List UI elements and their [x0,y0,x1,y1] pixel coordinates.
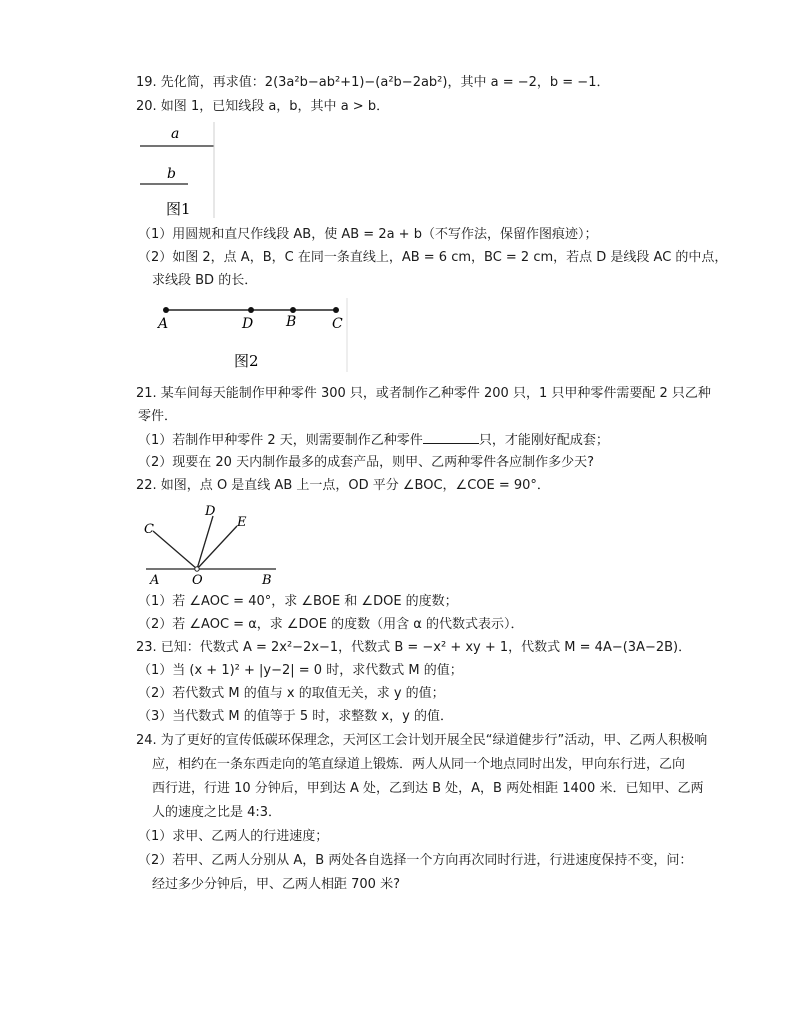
q20-part1: （1）用圆规和直尺作线段 AB，使 AB = 2a + b（不写作法，保留作图痕迹）； [138,227,598,242]
point-d [248,307,254,313]
q20-part2-line2: 求线段 BD 的长． [152,273,258,288]
point-o [195,567,199,571]
q21-part1-before: （1）若制作甲种零件 2 天，则需要制作乙种零件 [138,433,423,448]
q22-part1: （1）若 ∠AOC = 40°，求 ∠BOE 和 ∠DOE 的度数； [138,594,458,609]
label-c: C [144,522,154,537]
label-e: E [237,515,247,530]
q21-line1: 21. 某车间每天能制作甲种零件 300 只，或者制作乙种零件 200 只，1 只甲种零件需要配 2 只乙种 [136,386,711,401]
q24-line4: 人的速度之比是 4:3． [152,805,282,820]
fig2-caption: 图2 [234,352,259,370]
q21-line2: 零件． [138,409,178,424]
figure-2 [150,298,350,372]
point-c [333,307,339,313]
fig1-label-a: a [171,126,180,142]
label-b: B [262,573,272,588]
figure-angles [140,500,280,590]
figure-1 [138,122,218,222]
label-d: D [242,316,254,332]
label-a: A [158,316,169,332]
label-d: D [205,504,216,519]
q24-part2-line1: （2）若甲、乙两人分别从 A，B 两处各自选择一个方向再次同时行进，行进速度保持不变，问： [138,853,693,868]
q21-part2: （2）现要在 20 天内制作最多的成套产品，则甲、乙两种零件各应制作多少天? [138,455,594,470]
q19-text: 19. 先化简，再求值：2(3a²b−ab²+1)−(a²b−2ab²)，其中 a = −2，b = −1． [136,75,610,90]
label-b: B [286,314,297,330]
q20-stem: 20. 如图 1，已知线段 a，b，其中 a > b． [136,99,390,114]
q23-part1: （1）当 (x + 1)² + |y−2| = 0 时，求代数式 M 的值； [138,663,463,678]
q23-stem: 23. 已知：代数式 A = 2x²−2x−1，代数式 B = −x² + xy + 1，代数式 M = 4A−(3A−2B)． [136,640,692,655]
q21-part1 [138,431,609,450]
q24-part2-line2: 经过多少分钟后，甲、乙两人相距 700 米? [152,877,400,892]
q24-line1: 24. 为了更好的宣传低碳环保理念，天河区工会计划开展全民“绿道健步行”活动，甲、乙两人积极响 [136,733,708,748]
point-a [163,307,169,313]
q22-stem: 22. 如图，点 O 是直线 AB 上一点，OD 平分 ∠BOC，∠COE = 90°． [136,478,550,493]
answer-blank [423,431,479,444]
q24-line3: 西行进，行进 10 分钟后，甲到达 A 处，乙到达 B 处，A，B 两处相距 1400 米．已知甲、乙两 [152,781,704,796]
fig1-label-b: b [167,166,176,182]
q24-line2: 应，相约在一条东西走向的笔直绿道上锻炼．两人从同一个地点同时出发，甲向东行进，乙向 [152,757,686,772]
label-a: A [150,573,160,588]
label-o: O [192,573,203,588]
q20-part2-line1: （2）如图 2，点 A，B，C 在同一条直线上，AB = 6 cm，BC = 2 cm，若点 D 是线段 AC 的中点， [138,250,728,265]
q24-part1: （1）求甲、乙两人的行进速度； [138,829,329,844]
q21-part1-after: 只，才能刚好配成套； [478,433,609,448]
q23-part2: （2）若代数式 M 的值与 x 的取值无关，求 y 的值； [138,686,445,701]
q23-part3: （3）当代数式 M 的值等于 5 时，求整数 x，y 的值． [138,709,453,724]
label-c: C [332,316,343,332]
ray-oc [153,531,197,569]
point-b [290,307,296,313]
fig1-caption: 图1 [166,200,191,218]
q22-part2: （2）若 ∠AOC = α，求 ∠DOE 的度数（用含 α 的代数式表示）． [138,617,524,632]
